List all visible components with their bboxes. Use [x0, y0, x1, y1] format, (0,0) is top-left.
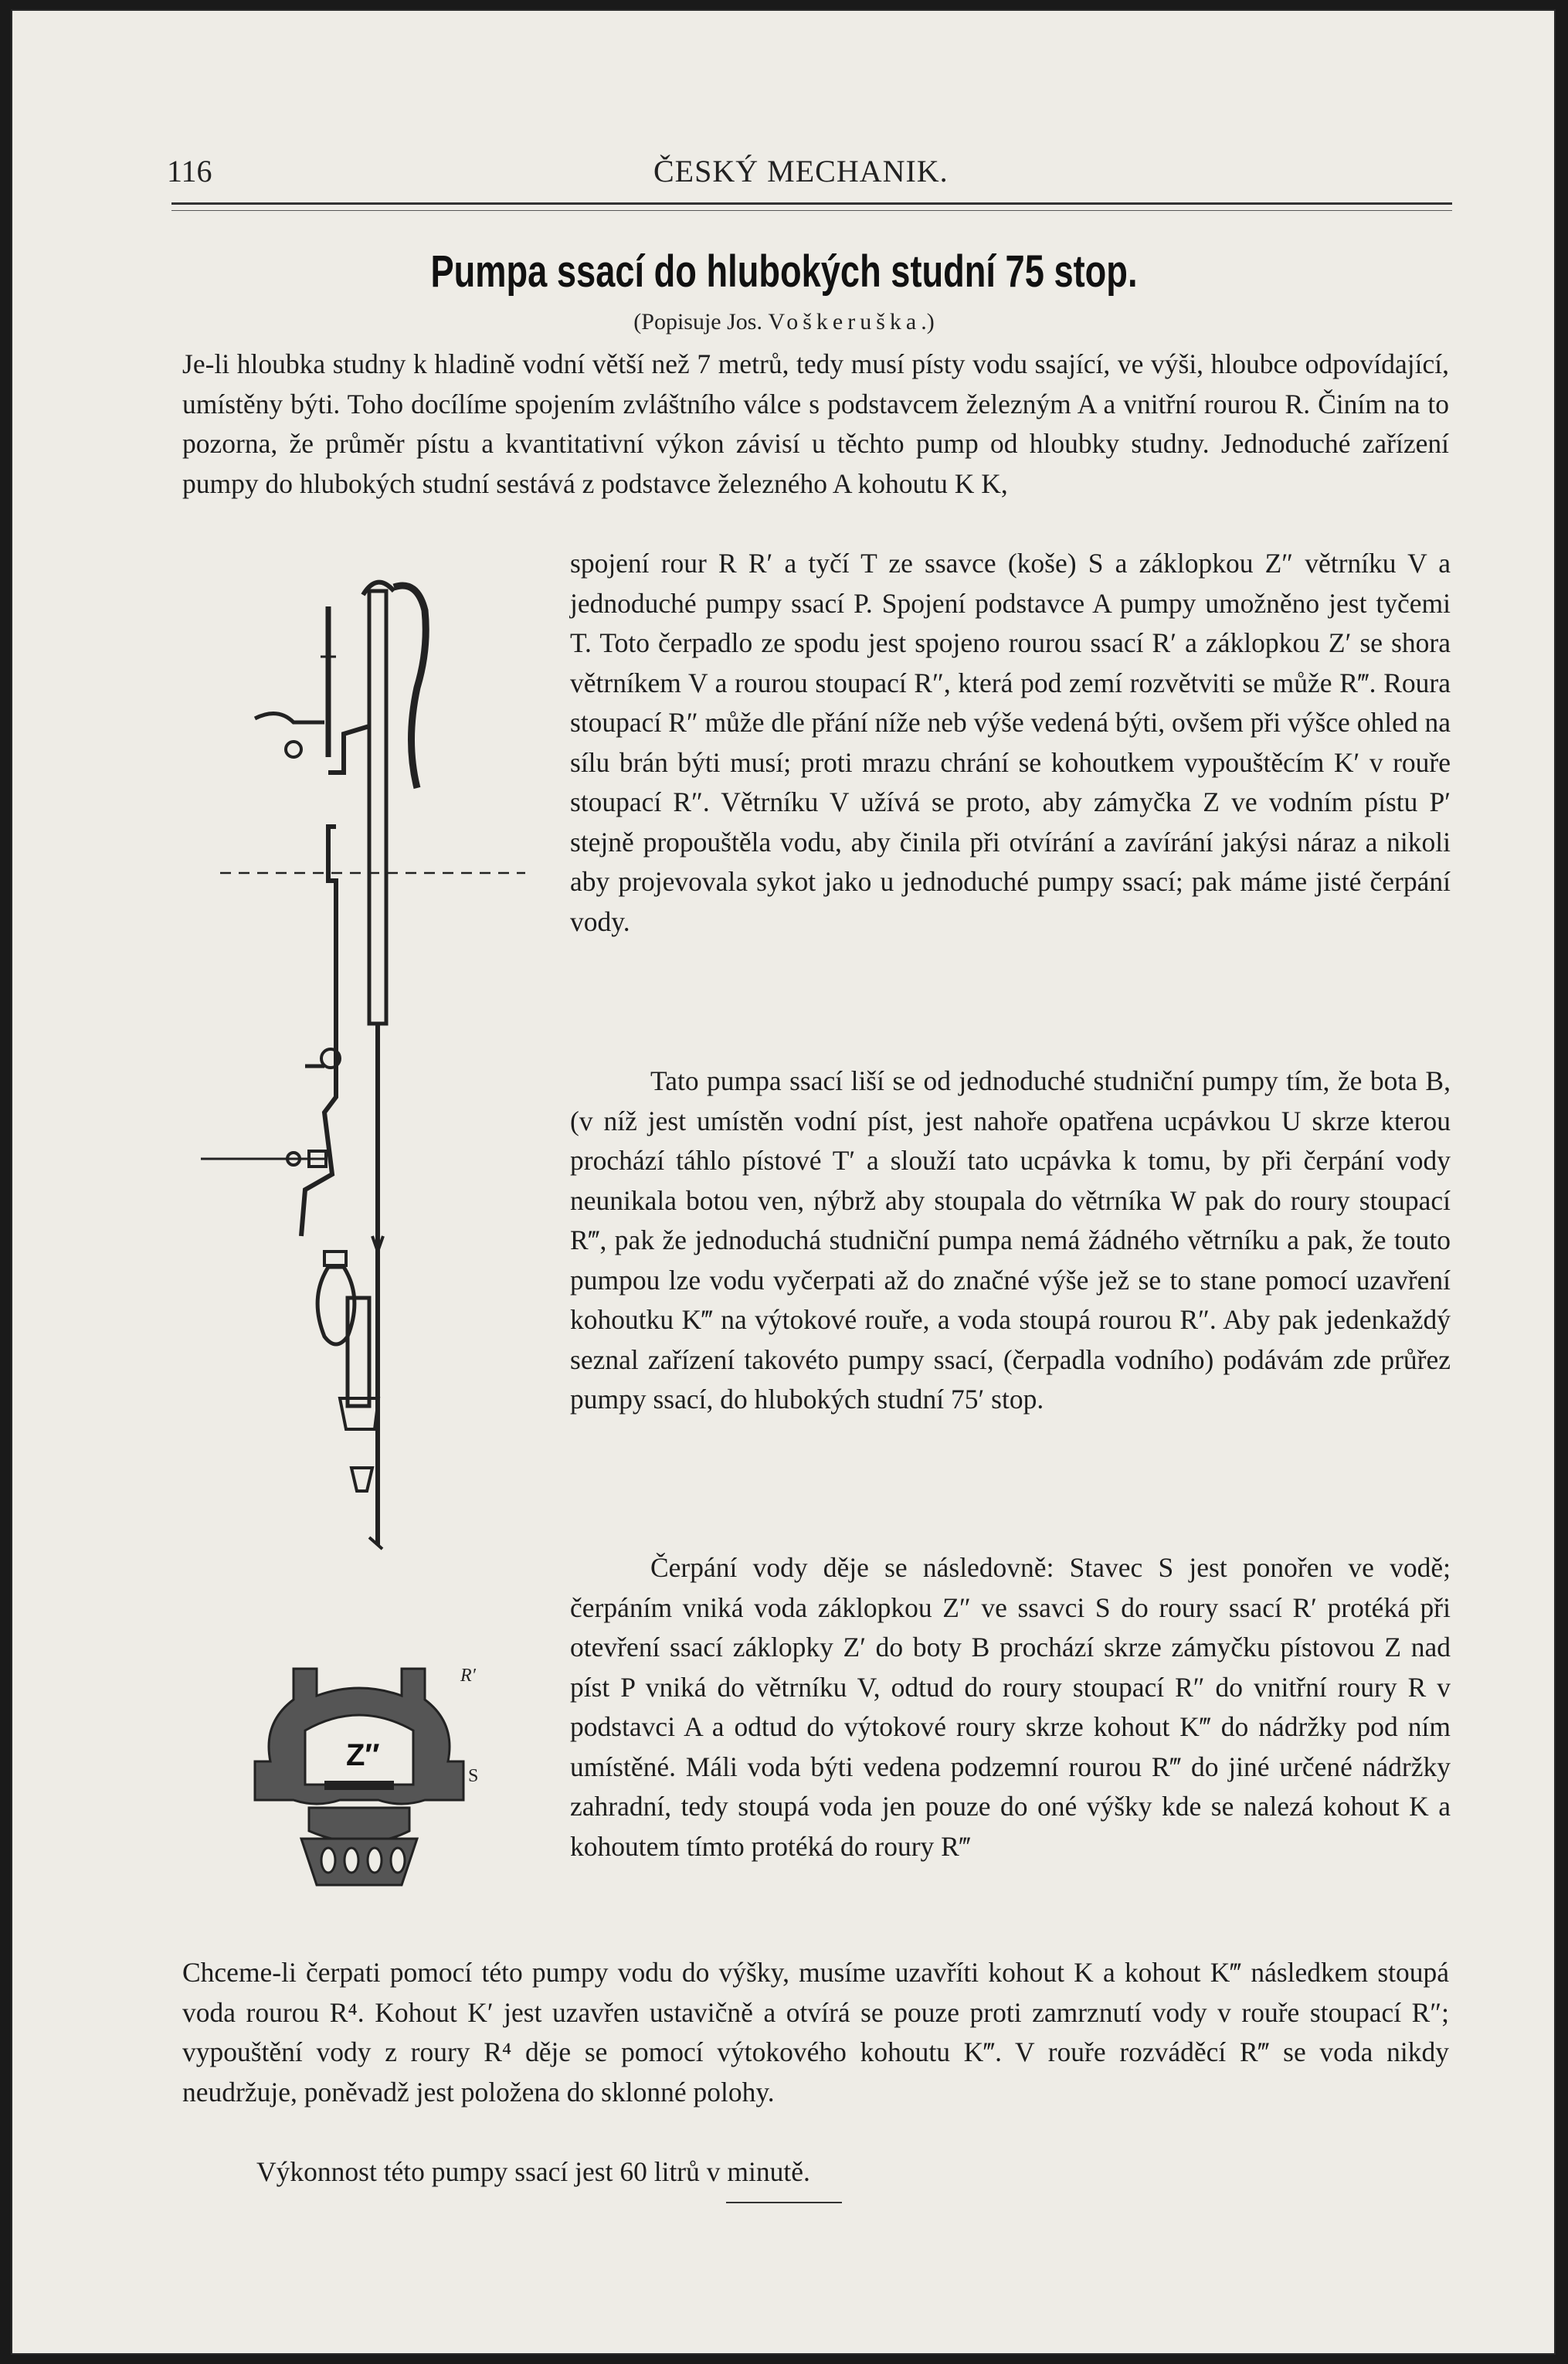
figure-label-pipe: R′	[460, 1666, 476, 1686]
header-rule-thin	[171, 210, 1452, 211]
paragraph-3: Tato pumpa ssací liší se od jednoduché studniční pumpy tím, že bota B, (v níž jest umístěn vodní píst, jest nahoře opatřena ucpávkou U skrze kterou prochází táhlo pístové T′ a slouží tato ucpávka k tomu, by při čerpání vody neunikala botou ven, nýbrž aby stoupala do větrníka W pak do roury stoupací R‴, pak že jednoduchá studniční pumpa nemá žádného větrníku a pak, že touto pumpou lze vodu vyčerpati až do značné výše jež se to stane pomocí uzavření kohoutku K‴ na výtokové rouře, a voda stoupá rourou R″. Aby pak jedenkaždý seznal zařízení takovéto pumpy ssací, (čerpadla vodního) podávám zde průřez pumpy ssací, do hlubokých studní 75′ stop.	[570, 1065, 1451, 1415]
byline-author: Voškeruška	[768, 309, 921, 335]
pump-column	[369, 591, 386, 1024]
running-title: ČESKÝ MECHANIK.	[653, 154, 949, 189]
pump-barrel	[348, 1298, 369, 1406]
end-rule	[726, 2202, 842, 2203]
spout	[328, 726, 369, 773]
paragraph-5: Chceme-li čerpati pomocí této pumpy vodu do výšky, musíme uzavříti kohout K a kohout K‴ následkem stoupá voda rourou R⁴. Kohout K′ jest uzavřen ustavičně a otvírá se pouze proti zamrznutí vody v rouře stoupací R″; vypouštění vody z roury R⁴ děje se pomocí výtokového kohoutu K‴. V rouře rozváděcí R‴ se voda nikdy neudržuje, poněvadž jest položena do sklonné polohy.	[182, 1957, 1449, 2108]
pump-handle	[394, 586, 426, 788]
paragraph-4: Čerpání vody děje se následovně: Stavec S jest ponořen ve vodě; čerpáním vniká voda záklopkou Z″ ve ssavci S do roury ssací R′ protéká při otevření ssací záklopky Z′ do boty B prochází skrze zámyčku pístovou Z nad píst P vniká do větrníku V, odtud do roury stoupací R″ do vnitřní roury R v podstavci A a odtud do výtokové roury skrze kohout K‴ do nádržky pod ním umístěné. Máli voda býti vedena podzemní rourou R‴ do jiné určené nádržky zahradní, tedy stoupá voda jen pouze do oné výšky kde se nalezá kohout K a kohoutem tímto protéká do roury R‴	[570, 1552, 1451, 1862]
article-title: Pumpa ssací do hlubokých studní 75 stop.	[430, 246, 1138, 297]
running-header	[167, 153, 1449, 199]
figure-label-strainer: S	[468, 1766, 479, 1786]
paragraph-1: Je-li hloubka studny k hladině vodní větší než 7 metrů, tedy musí písty vodu ssající, ve výši, hloubce odpovídající, umístěny býti. Toho docílíme spojením zvláštního válce s podstavcem železným A a vnitřní rourou R. Činím na to pozorna, že průměr pístu a kvantitativní výkon závisí u těchto pump od hloubky studny. Jednoduché zařízení pumpy do hlubokých studní sestává z podstavce železného A kohoutu K K,	[182, 348, 1449, 499]
byline-prefix: (Popisuje Jos.	[633, 309, 769, 335]
riser-pipe	[301, 827, 336, 1236]
paragraph-6: Výkonnost této pumpy ssací jest 60 litrů v minutě.	[256, 2156, 810, 2187]
strainer-detail	[247, 1653, 494, 1916]
header-rule	[171, 202, 1452, 205]
byline	[0, 309, 1568, 335]
figure-label-valve: Z″	[346, 1738, 380, 1772]
page-number: 116	[167, 154, 212, 189]
paragraph-2: spojení rour R R′ a tyčí T ze ssavce (koše) S a záklopkou Z″ větrníku V a jednoduché pumpy ssací P. Spojení podstavce A pumpy umožněno jest tyčemi T. Toto čerpadlo ze spodu jest spojeno rourou ssací R′ a záklopkou Z′ se shora větrníkem V a rourou stoupací R″, která pod zemí rozvětviti se může R‴. Roura stoupací R″ může dle přání níže neb výše vedená býti, ovšem při výšce ohled na sílu brán býti musí; proti mrazu chrání se kohoutkem vypouštěcím K′ v rouře stoupací R″. Větrníku V užívá se proto, aby zámyčka Z ve vodním pístu P′ stejně propouštěla vodu, aby činila při otvírání a zavírání jakýsi náraz a nikoli aby projevovala sykot jako u jednoduché pumpy ssací; pak máme jisté čerpání vody.	[570, 548, 1451, 937]
pump-illustration	[170, 556, 533, 1561]
byline-suffix: .)	[921, 309, 935, 335]
